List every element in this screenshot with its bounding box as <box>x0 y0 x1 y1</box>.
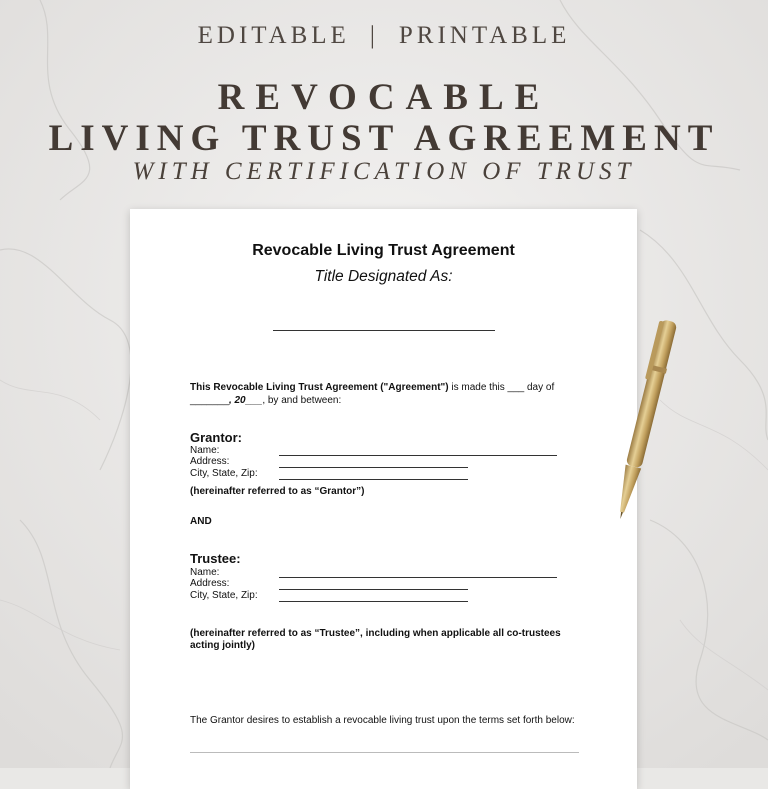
trustee-referred-line1: (hereinafter referred to as “Trustee”, including when applicable all co-trustees <box>190 628 561 639</box>
and-label: AND <box>190 516 212 527</box>
tagline-editable: EDITABLE <box>197 22 350 49</box>
grantor-city-line <box>279 479 468 480</box>
grantor-address-label: Address: <box>190 456 230 467</box>
intro-line1 <box>190 381 554 394</box>
hero-title-line1: REVOCABLE <box>217 77 551 118</box>
intro-line2-rest: , by and between: <box>262 395 342 406</box>
grantor-city-label: City, State, Zip: <box>190 468 258 479</box>
intro-rest: is made this ___ day of <box>448 382 555 393</box>
document-page <box>130 209 637 789</box>
document-title: Revocable Living Trust Agreement <box>252 242 515 259</box>
grantor-heading: Grantor: <box>190 430 242 445</box>
grantor-name-line <box>279 455 557 456</box>
grantor-referred: (hereinafter referred to as “Grantor”) <box>190 486 365 497</box>
intro-date-blank: _______ <box>190 395 229 406</box>
intro-year: , 20___ <box>228 395 263 406</box>
hero-subtitle: WITH CERTIFICATION OF TRUST <box>132 158 636 185</box>
tagline: EDITABLE | PRINTABLE <box>197 22 571 49</box>
intro-line2 <box>190 394 341 407</box>
title-designation-line <box>273 330 495 331</box>
desire-text: The Grantor desires to establish a revocable living trust upon the terms set forth below: <box>190 715 575 726</box>
trustee-city-label: City, State, Zip: <box>190 590 258 601</box>
trustee-referred-line2: acting jointly) <box>190 640 255 651</box>
terms-line <box>190 752 579 753</box>
grantor-name-label: Name: <box>190 445 220 456</box>
pen-icon <box>600 310 690 530</box>
trustee-name-label: Name: <box>190 567 220 578</box>
hero-title-line2: LIVING TRUST AGREEMENT <box>48 118 720 159</box>
document-subtitle: Title Designated As: <box>314 268 453 285</box>
trustee-address-line <box>279 589 468 590</box>
trustee-name-line <box>279 577 557 578</box>
intro-bold: This Revocable Living Trust Agreement ("Agreement") <box>190 382 449 393</box>
grantor-address-line <box>279 467 468 468</box>
trustee-address-label: Address: <box>190 578 230 589</box>
tagline-printable: PRINTABLE <box>398 22 571 49</box>
trustee-city-line <box>279 601 468 602</box>
trustee-heading: Trustee: <box>190 551 241 566</box>
